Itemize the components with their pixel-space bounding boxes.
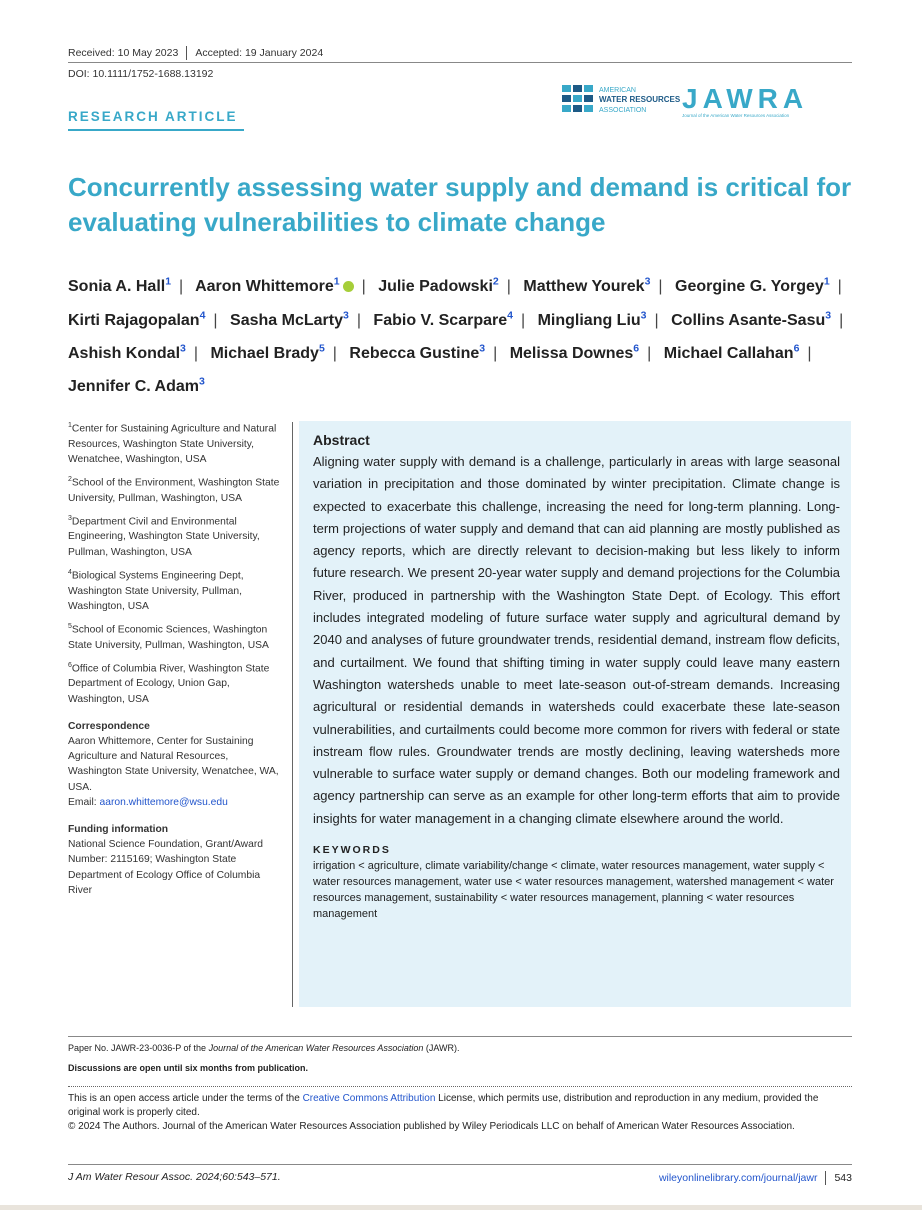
author-name: Rebecca Gustine: [349, 344, 480, 362]
author-separator: |: [361, 278, 366, 296]
correspondence-text: Aaron Whittemore, Center for Sustaining Agriculture and Natural Resources, Washington State University, Wenatchee, WA, USA.: [68, 735, 279, 793]
affiliation-text: School of the Environment, Washington State University, Pullman, Washington, USA: [68, 477, 280, 504]
affiliation-text: Center for Sustaining Agriculture and Natural Resources, Washington State University, Wenatchee, Washington, USA: [68, 423, 277, 465]
affiliation-text: Biological Systems Engineering Dept, Washington State University, Pullman, Washington, USA: [68, 570, 244, 612]
author-name: Michael Brady: [210, 344, 319, 362]
author-affiliation-ref[interactable]: 3: [640, 309, 647, 322]
abstract-text: Aligning water supply with demand is a challenge, particularly in areas with large seasonal variation in precipitation and those dominated by winter precipitation. Climate change is expected to exacerbate this challenge, increasing the need for long-term planning. Long-term projections of water supply and demand that can aid planning are mostly published as agency reports, which are directly relevant to decision-making but less likely to inform future research. We present 20-year water supply and demand projections for the Columbia River, produced in partnership with the Washington State Dept. of Ecology. This effort includes integrated modeling of future surface water supply and agricultural demand by 2040 and analyses of future groundwater trends, residential demand, instream flow deficits, and curtailment. We found that shifting timing in water supply could leave many eastern Washington watersheds unable to meet late-season out-of-stream demands. Increasing agricultural or residential demands in watersheds could exacerbate these late-season vulnerabilities, and curtailments could become more common for rivers with federal or state instream flow rules. Groundwater trends are mostly declining, leaving watersheds more vulnerable to surface water supply or demand changes. Both our modeling framework and agency partnership can serve as an example for other long-term efforts that aim to provide insights for water management in a changing climate elsewhere around the world.: [313, 454, 840, 826]
footer-rule: [68, 1036, 852, 1037]
author-affiliation-ref[interactable]: 3: [199, 375, 205, 388]
orcid-icon[interactable]: [343, 281, 354, 292]
affiliation: [68, 418, 283, 467]
author-name: Ashish Kondal: [68, 344, 181, 362]
author-affiliation-ref[interactable]: 2: [492, 276, 499, 288]
cc-license-link[interactable]: Creative Commons Attribution: [302, 1093, 436, 1104]
author: [509, 342, 640, 362]
journal-logo: [562, 83, 852, 119]
journal-footer: [659, 1171, 852, 1185]
license-notice: This is an open access article under the terms of the Creative Commons Attribution License, which permits use, distribution and reproduction in any medium, provided the original work is properly cited. © 2024 The Authors. Journal of the American Water Resources Association published by Wiley Periodicals LLC on behalf of American Water Resources Association.: [68, 1092, 852, 1134]
discussions-note: Discussions are open until six months from publication.: [68, 1063, 309, 1073]
author-affiliation-ref[interactable]: 3: [180, 342, 186, 355]
author: [671, 309, 832, 329]
author: [230, 309, 349, 329]
author: [523, 278, 650, 295]
author: [68, 375, 205, 396]
author: [373, 309, 513, 329]
author: [349, 342, 486, 362]
author-list: [68, 268, 858, 401]
author-affiliation-ref[interactable]: 6: [633, 342, 640, 355]
affiliation-number: 3: [68, 514, 72, 522]
doi[interactable]: DOI: 10.1111/1752-1688.13192: [68, 68, 214, 80]
author: [378, 278, 499, 295]
citation: J Am Water Resour Assoc. 2024;60:543–571.: [68, 1171, 281, 1183]
affiliation-number: 6: [68, 661, 72, 669]
author-name: Melissa Downes: [509, 344, 634, 362]
author-affiliation-ref[interactable]: 5: [318, 342, 325, 355]
author-name: Matthew Yourek: [523, 278, 645, 296]
dotted-divider: [68, 1086, 852, 1087]
author-separator: |: [520, 311, 526, 329]
logo-jawra: JAWRA: [682, 83, 809, 114]
affiliations-column: [68, 418, 283, 898]
logo-jawra-sub: Journal of the American Water Resources Association: [682, 113, 790, 118]
author-name: Michael Callahan: [663, 344, 794, 362]
author-name: Kirti Rajagopalan: [68, 311, 200, 329]
author-name: Julie Padowski: [378, 278, 493, 296]
author-name: Jennifer C. Adam: [68, 378, 199, 396]
author-separator: |: [213, 311, 218, 329]
funding-text: National Science Foundation, Grant/Award Number: 2115169; Washington State Department of Ecology Office of Columbia River: [68, 839, 263, 896]
author-affiliation-ref[interactable]: 3: [644, 276, 651, 288]
affiliation: [68, 619, 283, 653]
abstract-box: [299, 421, 851, 1007]
affiliation: [68, 658, 283, 707]
author-affiliation-ref[interactable]: 3: [479, 342, 486, 355]
email-link[interactable]: aaron.whittemore@wsu.edu: [99, 796, 228, 808]
author-separator: |: [839, 311, 844, 329]
author-separator: |: [493, 344, 498, 362]
accepted-date: Accepted: 19 January 2024: [195, 46, 324, 59]
author-name: Collins Asante-Sasu: [671, 311, 826, 329]
author: [68, 309, 206, 329]
logo-assoc-line2: WATER RESOURCES: [599, 95, 681, 104]
affiliation: [68, 472, 283, 506]
author-affiliation-ref[interactable]: 3: [342, 309, 349, 322]
author-separator: |: [193, 344, 199, 362]
author-separator: |: [506, 278, 511, 296]
author-separator: |: [658, 278, 663, 296]
affiliation-text: Department Civil and Environmental Engineering, Washington State University, Pullman, Washington, USA: [68, 516, 260, 558]
affiliation: [68, 565, 283, 614]
affiliation-number: 1: [68, 422, 72, 429]
author-separator: |: [332, 344, 337, 362]
page-edge: [0, 1205, 922, 1210]
author: [210, 342, 325, 362]
article-type: RESEARCH ARTICLE: [68, 109, 238, 124]
author-separator: |: [837, 278, 842, 296]
author: [663, 342, 800, 362]
author-name: Aaron Whittemore: [195, 278, 334, 296]
affiliation-text: School of Economic Sciences, Washington State University, Pullman, Washington, USA: [68, 624, 269, 651]
author-name: Georgine G. Yorgey: [675, 278, 824, 296]
author: [537, 309, 647, 329]
received-date: Received: 10 May 2023: [68, 46, 179, 59]
column-divider: [292, 422, 293, 1007]
affiliation-number: 2: [68, 476, 72, 484]
copyright: © 2024 The Authors. Journal of the American Water Resources Association published by Wiley Periodicals LLC on behalf of American Water Resources Association.: [68, 1121, 795, 1132]
correspondence-email: Email: aaron.whittemore@wsu.edu: [68, 796, 228, 808]
author-separator: |: [356, 311, 361, 329]
correspondence-heading: Correspondence: [68, 720, 150, 732]
funding-heading: Funding information: [68, 824, 169, 835]
logo-assoc-line3: ASSOCIATION: [599, 107, 647, 114]
author-affiliation-ref[interactable]: 1: [333, 276, 340, 288]
author: [675, 278, 830, 295]
author-affiliation-ref[interactable]: 1: [165, 276, 172, 288]
author-name: Sasha McLarty: [230, 311, 343, 329]
submission-dates: [68, 46, 323, 60]
author-name: Mingliang Liu: [537, 311, 641, 329]
author: [68, 342, 186, 362]
page-number: 543: [834, 1171, 852, 1184]
article-type-underline: [68, 129, 244, 131]
affiliation: [68, 511, 283, 560]
journal-url-link[interactable]: wileyonlinelibrary.com/journal/jawr: [658, 1171, 818, 1184]
author-separator: |: [179, 278, 184, 296]
abstract-heading: Abstract: [313, 432, 370, 448]
author-affiliation-ref[interactable]: 6: [793, 342, 800, 355]
affiliation-number: 5: [68, 622, 72, 630]
author: [68, 278, 171, 295]
keywords-heading: KEYWORDS: [313, 844, 391, 857]
paper-number: Paper No. JAWR-23-0036-P of the Journal of the American Water Resources Association (JAWR).: [68, 1043, 460, 1053]
affiliation-number: 4: [68, 568, 72, 576]
author-separator: |: [807, 344, 812, 362]
logo-assoc-line1: AMERICAN: [599, 87, 636, 94]
keywords-text: irrigation < agriculture, climate variability/change < climate, water resources management, water supply < water resources management, water use < water resources management, watershed management < water resources management, sustainability < water resources management, planning < water resources management: [313, 860, 834, 921]
header-rule: [68, 62, 852, 63]
affiliation-text: Office of Columbia River, Washington State Department of Ecology, Union Gap, Washington, USA: [68, 663, 270, 705]
author-affiliation-ref[interactable]: 4: [507, 309, 513, 322]
author-name: Fabio V. Scarpare: [373, 311, 508, 329]
author-separator: |: [654, 311, 659, 329]
author: [195, 278, 354, 295]
bottom-rule: [68, 1164, 852, 1165]
affiliations: [68, 418, 283, 707]
author-affiliation-ref[interactable]: 3: [825, 309, 832, 322]
author-affiliation-ref[interactable]: 4: [199, 309, 206, 322]
author-affiliation-ref[interactable]: 1: [823, 276, 830, 288]
author-separator: |: [647, 344, 652, 362]
author-name: Sonia A. Hall: [68, 278, 166, 296]
article-title: Concurrently assessing water supply and demand is critical for evaluating vulnerabilities to climate change: [68, 172, 852, 237]
